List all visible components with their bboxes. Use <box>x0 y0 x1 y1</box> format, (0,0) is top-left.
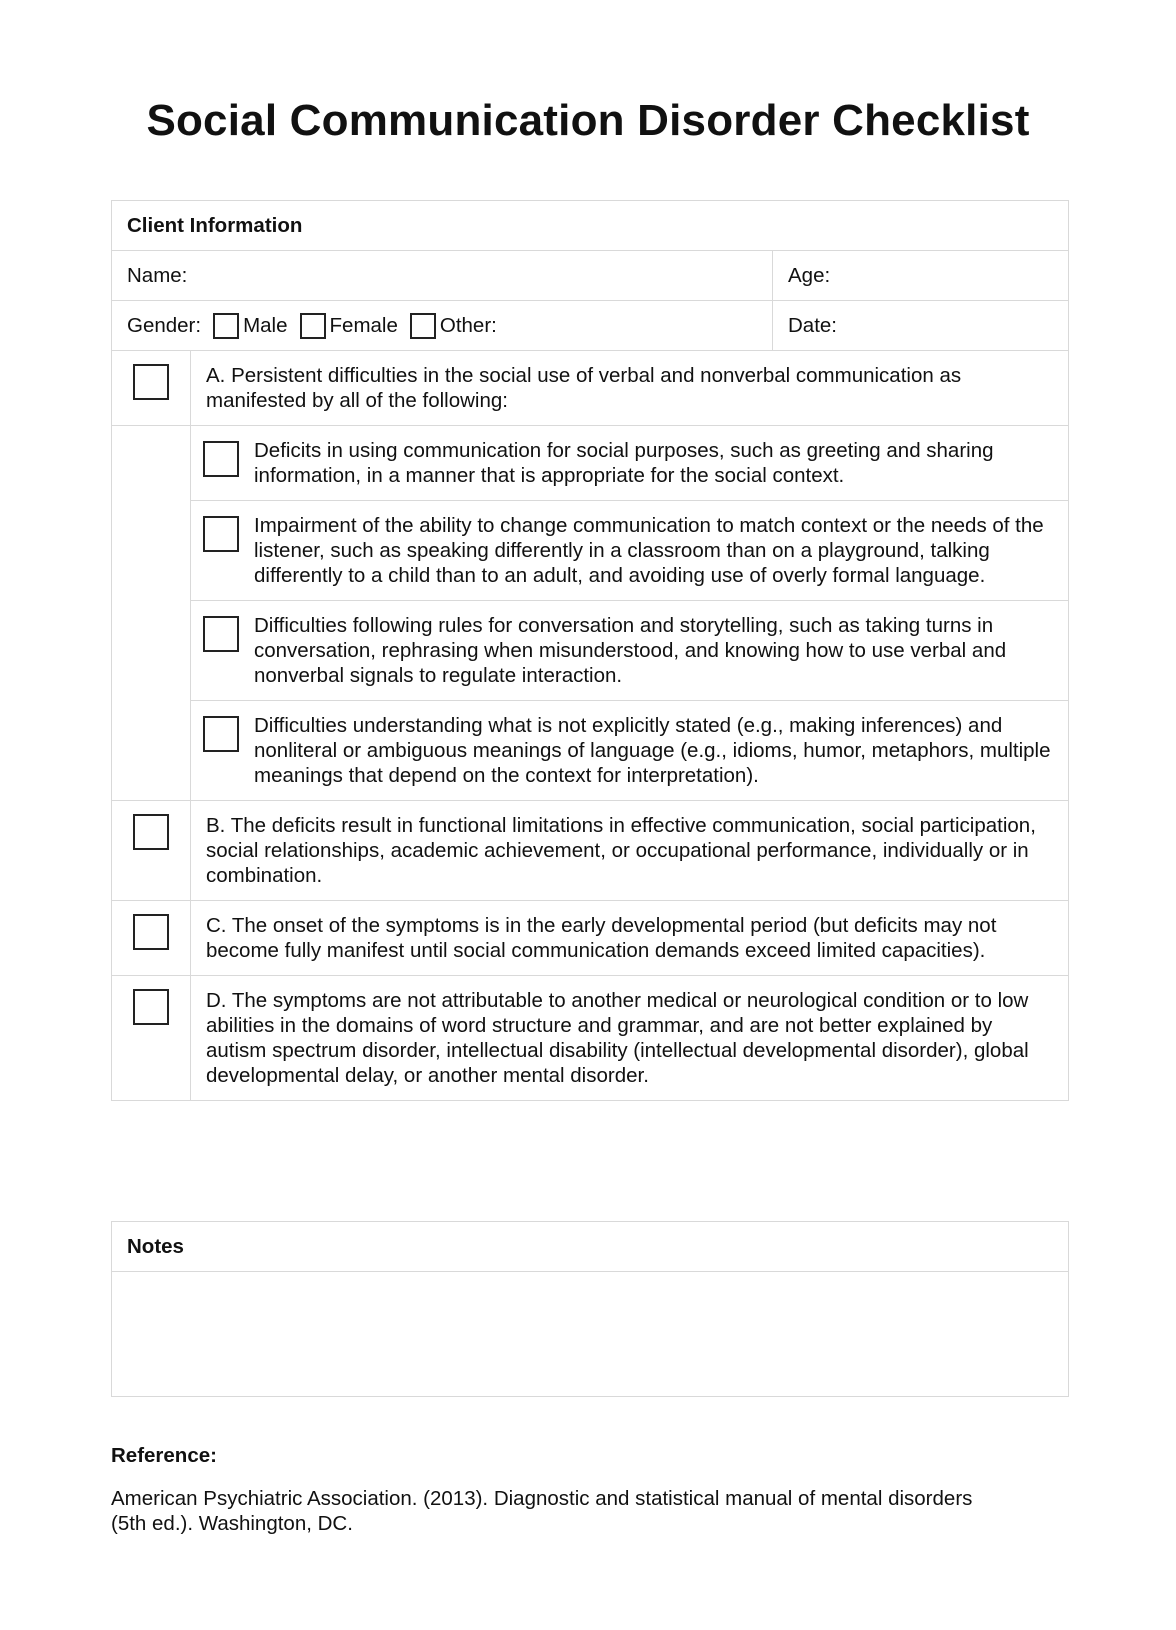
gender-other-checkbox[interactable] <box>410 313 436 339</box>
notes-body-row <box>112 1271 1068 1396</box>
name-age-row <box>112 250 1068 300</box>
gender-male-checkbox[interactable] <box>213 313 239 339</box>
client-info-header: Client Information <box>127 213 303 237</box>
gender-female-label: Female <box>329 314 398 337</box>
reference-label: Reference: <box>111 1444 217 1467</box>
criterion-a-row <box>112 350 1068 425</box>
criterion-a2-item <box>191 500 1068 600</box>
criterion-c-text: C. The onset of the symptoms is in the early developmental period (but deficits may not become fully manifest until social communication demands exceed limited capacities). <box>190 901 1068 975</box>
age-field[interactable] <box>772 251 1068 300</box>
client-info-header-row <box>112 201 1068 250</box>
criterion-a4-item <box>191 700 1068 800</box>
criterion-c-checkbox[interactable] <box>133 914 169 950</box>
gender-field <box>112 301 772 350</box>
criterion-a3-checkbox[interactable] <box>203 616 239 652</box>
gender-male-label: Male <box>243 314 288 337</box>
reference-text: American Psychiatric Association. (2013). Diagnostic and statistical manual of mental disorders (5th ed.). Washington, DC. <box>111 1487 973 1535</box>
criterion-a-subitems <box>190 426 1068 800</box>
gender-female-checkbox[interactable] <box>300 313 326 339</box>
criterion-a-subitems-row <box>112 425 1068 800</box>
criterion-a4-checkbox[interactable] <box>203 716 239 752</box>
gender-other-label: Other: <box>439 314 497 337</box>
criterion-a2-checkbox[interactable] <box>203 516 239 552</box>
criterion-b-row <box>112 800 1068 900</box>
criterion-a3-text: Difficulties following rules for conversation and storytelling, such as taking turns in conversation, rephrasing when misunderstood, and knowing how to use verbal and nonverbal signals to regulate interaction. <box>254 614 1007 687</box>
criterion-a-checkbox[interactable] <box>133 364 169 400</box>
criterion-a3-item <box>191 600 1068 700</box>
criterion-a1-checkbox[interactable] <box>203 441 239 477</box>
gender-date-row <box>112 300 1068 350</box>
criterion-a1-item <box>191 426 1068 500</box>
page-title: Social Communication Disorder Checklist <box>146 96 1030 145</box>
notes-table <box>111 1221 1069 1397</box>
criterion-a4-text: Difficulties understanding what is not explicitly stated (e.g., making inferences) and nonliteral or ambiguous meanings of language (e.g., idioms, humor, metaphors, multiple meanings that depend on the context for interpretation). <box>254 714 1051 787</box>
criterion-b-text: B. The deficits result in functional limitations in effective communication, social participation, social relationships, academic achievement, or occupational performance, individually or in combination. <box>190 801 1068 900</box>
checklist-table <box>111 200 1069 1101</box>
criterion-d-text: D. The symptoms are not attributable to another medical or neurological condition or to low abilities in the domains of word structure and grammar, and are not better explained by autism spectrum disorder, intellectual disability (intellectual developmental disorder), global developmental delay, or another mental disorder. <box>190 976 1068 1100</box>
name-field[interactable] <box>112 251 772 300</box>
criterion-b-checkbox[interactable] <box>133 814 169 850</box>
notes-header: Notes <box>127 1234 184 1258</box>
criterion-d-row <box>112 975 1068 1100</box>
notes-area[interactable] <box>112 1272 1068 1396</box>
date-field[interactable] <box>772 301 1068 350</box>
criterion-d-checkbox[interactable] <box>133 989 169 1025</box>
name-label: Name: <box>127 264 188 287</box>
age-label: Age: <box>788 264 831 287</box>
criterion-a1-text: Deficits in using communication for social purposes, such as greeting and sharing information, in a manner that is appropriate for the social context. <box>254 439 994 487</box>
criterion-a-text: A. Persistent difficulties in the social use of verbal and nonverbal communication as manifested by all of the following: <box>190 351 1068 425</box>
criterion-c-row <box>112 900 1068 975</box>
date-label: Date: <box>788 314 837 337</box>
gender-label: Gender: <box>127 314 202 337</box>
notes-header-row <box>112 1222 1068 1271</box>
criterion-a2-text: Impairment of the ability to change communication to match context or the needs of the listener, such as speaking differently in a classroom than on a playground, talking differently to a child than to an adult, and avoiding use of overly formal language. <box>254 514 1044 587</box>
